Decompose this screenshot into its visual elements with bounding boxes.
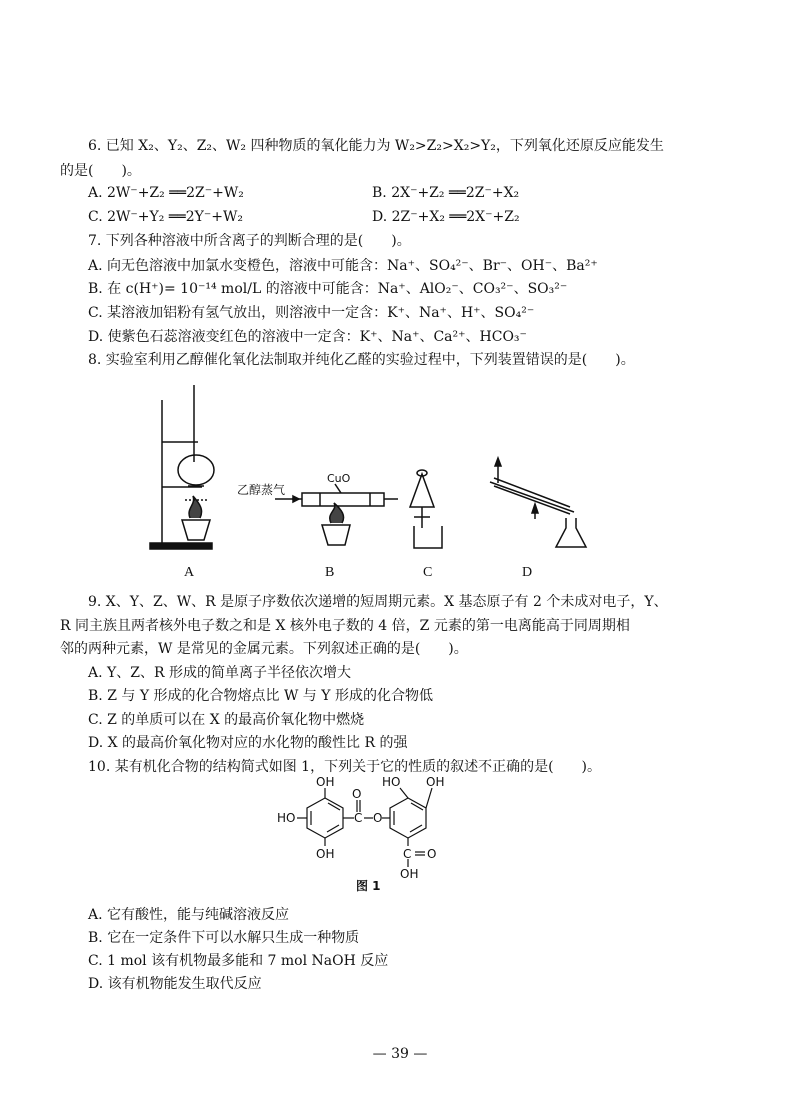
q9-option-c: C. Z 的单质可以在 X 的最高价氧化物中燃烧: [88, 712, 365, 728]
struct-ester-o-top: O: [352, 787, 362, 801]
q6-stem-line2: 的是( )。: [60, 163, 141, 179]
struct-ester-o-link: O: [373, 811, 383, 825]
struct-ho-left: HO: [277, 811, 296, 825]
structure-figure: [270, 774, 490, 879]
struct-acid-oh: OH: [400, 867, 419, 879]
q7-option-d: D. 使紫色石蕊溶液变红色的溶液中一定含：K⁺、Na⁺、Ca²⁺、HCO₃⁻: [88, 329, 527, 345]
apparatus-label-c: C: [423, 565, 433, 580]
apparatus-label-d: D: [522, 565, 533, 580]
q9-option-d: D. X 的最高价氧化物对应的水化物的酸性比 R 的强: [88, 735, 408, 751]
q9-option-a: A. Y、Z、R 形成的简单离子半径依次增大: [88, 665, 351, 681]
struct-ho-top-right: HO: [382, 775, 401, 789]
struct-acid-o: O: [427, 847, 437, 861]
struct-oh-top-left: OH: [316, 775, 335, 789]
q9-stem-line2: R 同主族且两者核外电子数之和是 X 核外电子数的 4 倍，Z 元素的第一电离能高于同周期相: [60, 618, 630, 634]
q10-option-a: A. 它有酸性，能与纯碱溶液反应: [88, 907, 290, 923]
apparatus-label-a: A: [184, 565, 195, 580]
struct-ester-c: C: [354, 811, 363, 825]
q8-stem: 8. 实验室利用乙醇催化氧化法制取并纯化乙醛的实验过程中，下列装置错误的是( )。: [88, 352, 635, 368]
q9-option-b: B. Z 与 Y 形成的化合物熔点比 W 与 Y 形成的化合物低: [88, 688, 433, 704]
q7-stem: 7. 下列各种溶液中所含离子的判断合理的是( )。: [88, 233, 411, 249]
q7-option-b: B. 在 c(H⁺)= 10⁻¹⁴ mol/L 的溶液中可能含：Na⁺、AlO₂⁻、CO₃²⁻、SO₃²⁻: [88, 281, 568, 297]
q9-stem-line1: 9. X、Y、Z、W、R 是原子序数依次递增的短周期元素。X 基态原子有 2 个未成对电子，Y、: [88, 594, 668, 610]
figure-caption: 图 1: [356, 879, 381, 893]
q6-option-b: B. 2X⁻+Z₂ ══2Z⁻+X₂: [372, 185, 520, 201]
ethanol-vapor-label: 乙醇蒸气: [237, 483, 286, 497]
q6-option-d: D. 2Z⁻+X₂ ══2X⁻+Z₂: [372, 209, 520, 225]
cuo-label: CuO: [327, 472, 351, 485]
q10-option-c: C. 1 mol 该有机物最多能和 7 mol NaOH 反应: [88, 953, 389, 969]
apparatus-c: [410, 470, 442, 548]
q6-option-c: C. 2W⁻+Y₂ ══2Y⁻+W₂: [88, 209, 243, 225]
struct-acid-c: C: [403, 847, 412, 861]
struct-oh-top-right: OH: [426, 775, 445, 789]
q7-option-c: C. 某溶液加铝粉有氢气放出，则溶液中一定含：K⁺、Na⁺、H⁺、SO₄²⁻: [88, 305, 535, 321]
apparatus-label-b: B: [325, 565, 335, 580]
struct-oh-bottom-left: OH: [316, 847, 335, 861]
q6-option-a: A. 2W⁻+Z₂ ══2Z⁻+W₂: [88, 185, 244, 201]
apparatus-b: [275, 484, 398, 545]
q7-option-a: A. 向无色溶液中加氯水变橙色，溶液中可能含：Na⁺、SO₄²⁻、Br⁻、OH⁻、Ba²⁺: [88, 258, 598, 274]
apparatus-a: [150, 385, 214, 549]
q6-stem-line1: 6. 已知 X₂、Y₂、Z₂、W₂ 四种物质的氧化能力为 W₂>Z₂>X₂>Y₂，下列氧化还原反应能发生: [88, 138, 664, 154]
q10-stem: 10. 某有机化合物的结构简式如图 1，下列关于它的性质的叙述不正确的是( )。: [88, 759, 601, 775]
apparatus-d: [490, 458, 586, 547]
q10-option-d: D. 该有机物能发生取代反应: [88, 976, 262, 992]
q9-stem-line3: 邻的两种元素，W 是常见的金属元素。下列叙述正确的是( )。: [60, 641, 468, 657]
page-number: — 39 —: [372, 1046, 428, 1062]
q10-option-b: B. 它在一定条件下可以水解只生成一种物质: [88, 930, 360, 946]
